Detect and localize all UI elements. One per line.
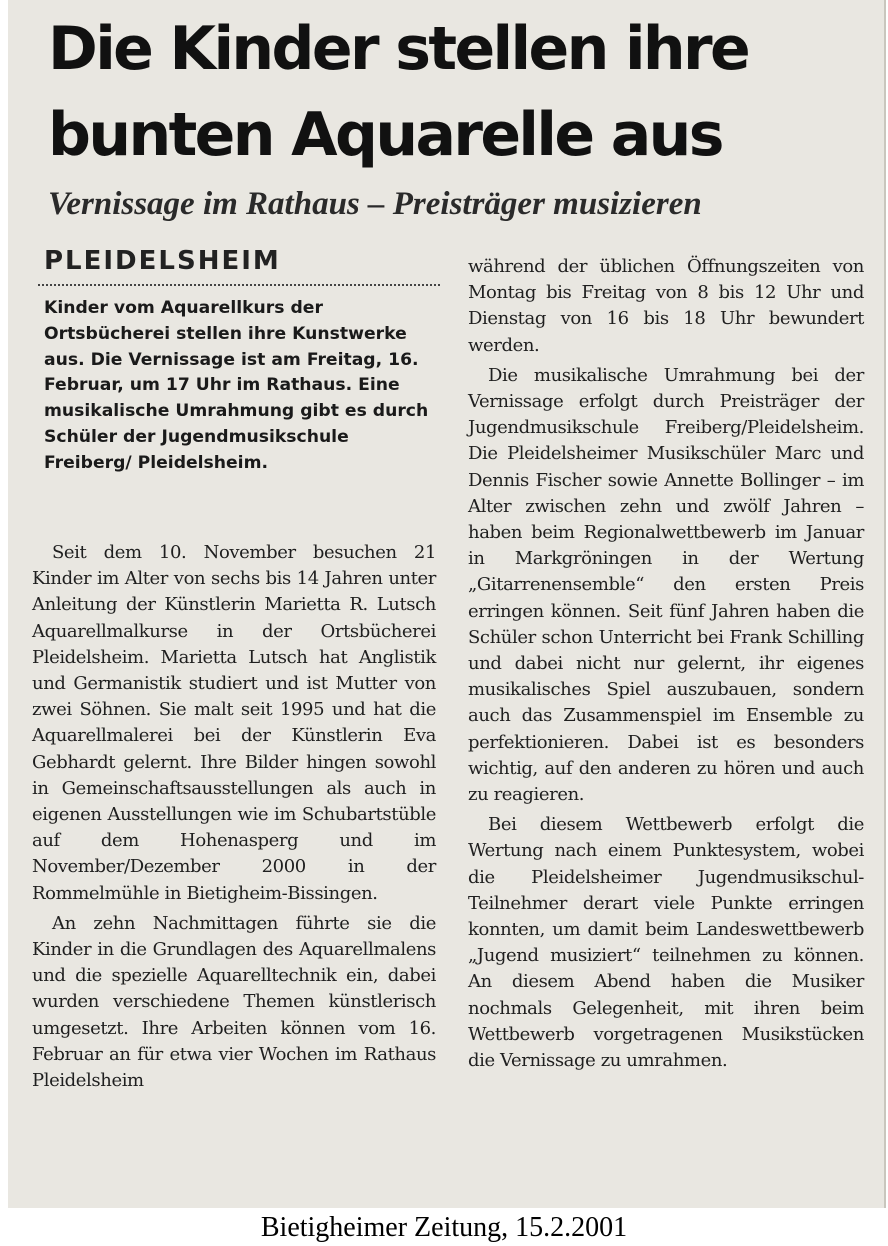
source-caption: Bietigheimer Zeitung, 15.2.2001 (260, 1212, 628, 1243)
article-dateline: PLEIDELSHEIM (44, 246, 281, 276)
article-headline: Die Kinder stellen ihre bunten Aquarelle aus (48, 14, 749, 170)
body-paragraph-continued: während der üblichen Öffnungszeiten von Montag bis Freitag von 8 bis 12 Uhr und Dienstag von 16 bis 18 Uhr bewundert werden. (468, 256, 864, 356)
body-paragraph: Seit dem 10. November besuchen 21 Kinder im Alter von sechs bis 14 Jahren unter Anleitung der Künstlerin Marietta R. Lutsch Aquarellmalkurse in der Ortsbücherei Pleidelsheim. Marietta Lutsch hat Anglistik und Germanistik studiert und ist Mutter von zwei Söhnen. Sie malt seit 1995 und hat die Aquarellmalerei bei der Künstlerin Eva Gebhardt gelernt. Ihre Bilder hingen sowohl in Gemeinschaftsausstellungen als auch in eigenen Ausstellungen wie im Schubartstüble auf dem Hohenasperg und im November/Dezember 2000 in der Rommelmühle in Bietigheim-Bissingen. (32, 542, 436, 904)
article-column-left (32, 540, 436, 1098)
newspaper-clipping (8, 0, 886, 1208)
body-paragraph: Bei diesem Wettbewerb erfolgt die Wertung nach einem Punktesystem, wobei die Pleidelsheimer Jugendmusikschul-Teilnehmer derart viele Punkte erringen konnten, um damit beim Landeswettbewerb „Jugend musiziert“ teilnehmen zu können. An diesem Abend haben die Musiker nochmals Gelegenheit, mit ihren beim Wettbewerb vorgetragenen Musikstücken die Vernissage zu umrahmen. (468, 814, 864, 1072)
article-column-right (468, 254, 864, 1078)
body-paragraph: Die musikalische Umrahmung bei der Vernissage erfolgt durch Preisträger der Jugendmusikschule Freiberg/Pleidelsheim. Die Pleidelsheimer Musikschüler Marc und Dennis Fischer sowie Annette Bollinger – im Alter zwischen zehn und zwölf Jahren – haben beim Regionalwettbewerb im Januar in Markgröningen in der Wertung „Gitarrenensemble“ den ersten Preis erringen können. Seit fünf Jahren haben die Schüler schon Unterricht bei Frank Schilling und dabei nicht nur gelernt, ihr eigenes musikalisches Spiel auszubauen, sondern auch das Zusammenspiel im Ensemble zu perfektionieren. Dabei ist es besonders wichtig, auf den anderen zu hören und auch zu reagieren. (468, 364, 864, 806)
article-lead: Kinder vom Aquarellkurs der Ortsbücherei stellen ihre Kunstwerke aus. Die Vernissage ist am Freitag, 16. Februar, um 17 Uhr im Rathaus. Eine musikalische Umrahmung gibt es durch Schüler der Jugendmusikschule Freiberg/ Pleidelsheim. (44, 298, 429, 473)
article-subheadline: Vernissage im Rathaus – Preisträger musizieren (48, 186, 702, 222)
dateline-divider (38, 284, 440, 286)
body-paragraph: An zehn Nachmittagen führte sie die Kinder in die Grundlagen des Aquarellmalens und die spezielle Aquarelltechnik ein, dabei wurden verschiedene Themen künstlerisch umgesetzt. Ihre Arbeiten können vom 16. Februar an für etwa vier Wochen im Rathaus Pleidelsheim (32, 912, 436, 1092)
